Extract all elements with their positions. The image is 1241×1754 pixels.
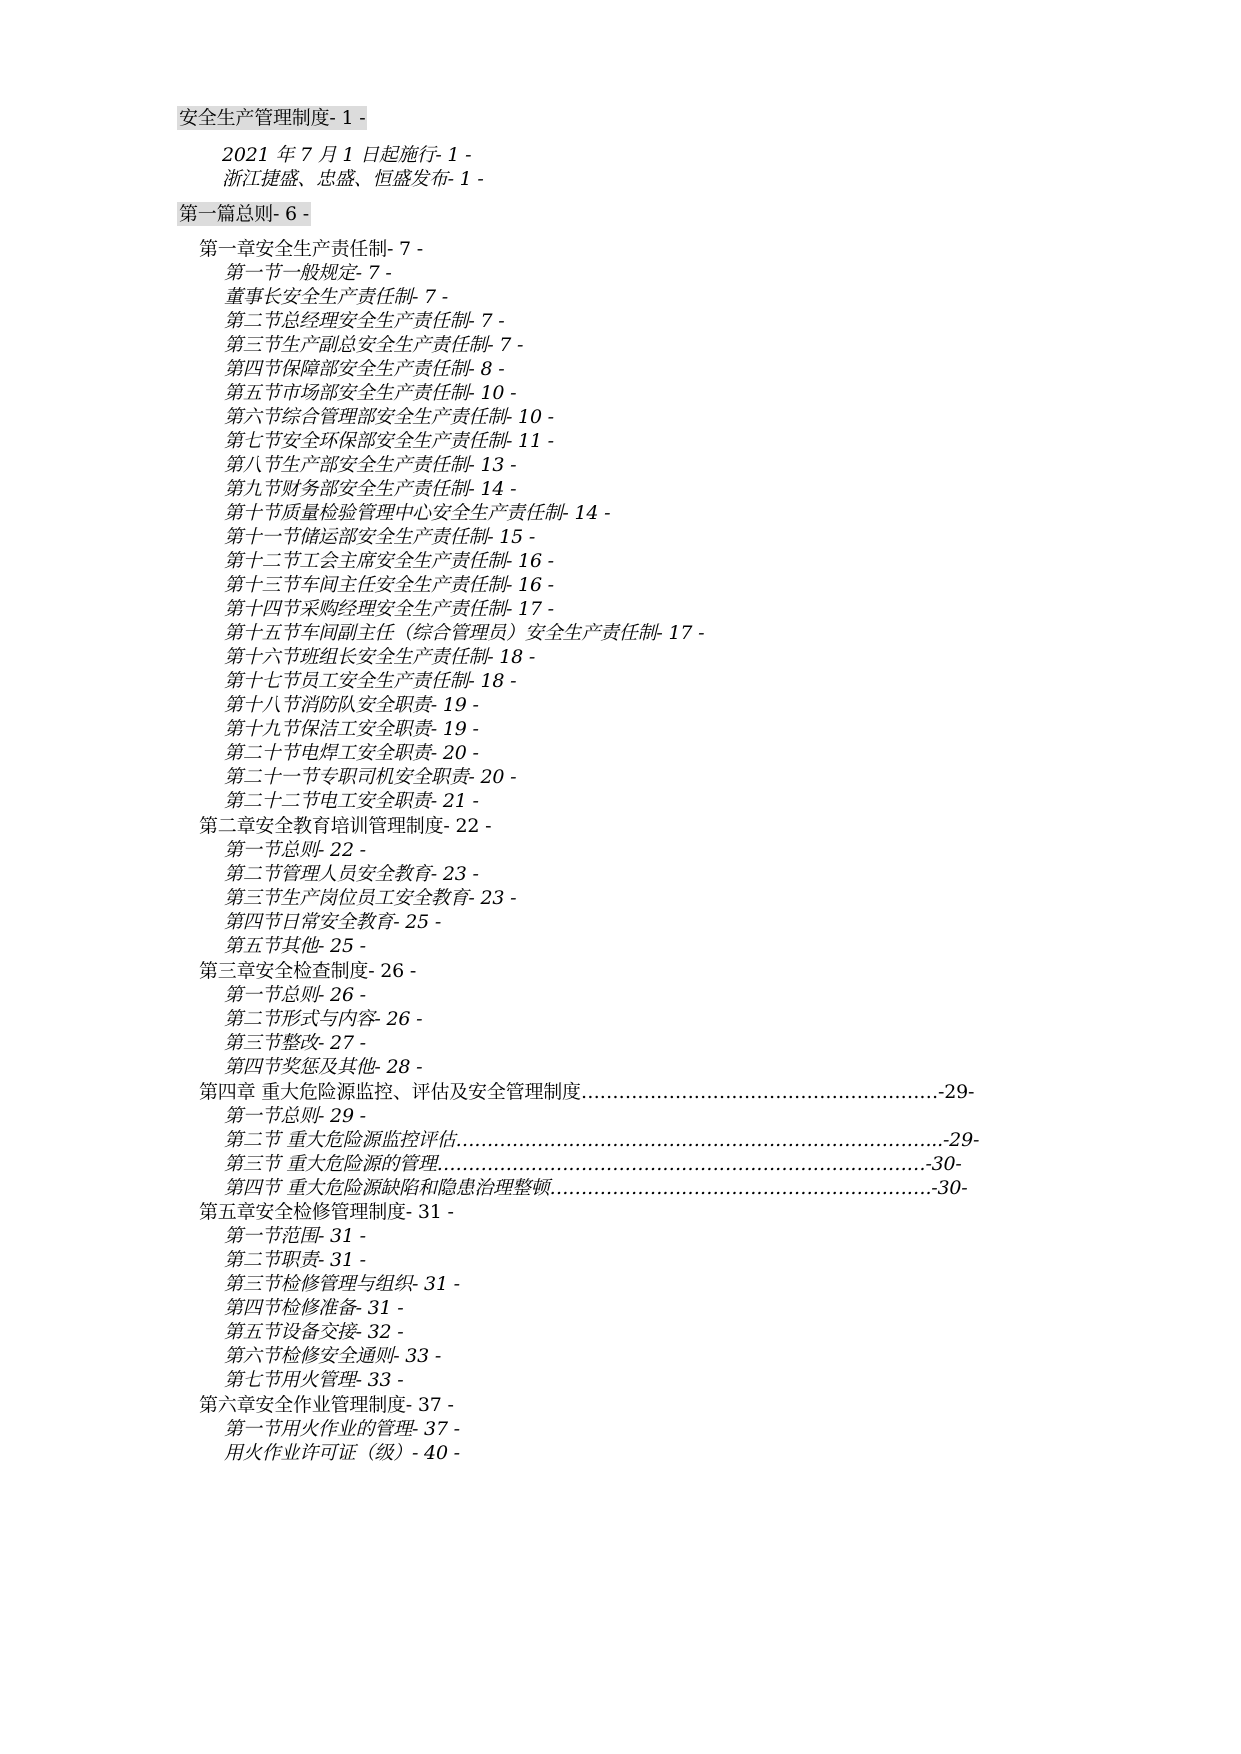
- toc-section[interactable]: 第十七节员工安全生产责任制- 18 -: [224, 670, 517, 692]
- toc-heading[interactable]: 第一篇总则- 6 -: [179, 203, 310, 225]
- toc-section[interactable]: 第十九节保洁工安全职责- 19 -: [224, 718, 479, 740]
- toc-section[interactable]: 第一节总则- 26 -: [224, 984, 366, 1006]
- toc-section[interactable]: 第七节用火管理- 33 -: [224, 1369, 404, 1391]
- toc-section[interactable]: 第二十二节电工安全职责- 21 -: [224, 790, 479, 812]
- toc-section[interactable]: 用火作业许可证（级）- 40 -: [224, 1442, 460, 1464]
- toc-section[interactable]: 第一节范围- 31 -: [224, 1225, 366, 1247]
- toc-section[interactable]: 第三节检修管理与组织- 31 -: [224, 1273, 460, 1295]
- toc-chapter[interactable]: 第五章安全检修管理制度- 31 -: [199, 1201, 454, 1223]
- toc-section[interactable]: 第八节生产部安全生产责任制- 13 -: [224, 454, 517, 476]
- toc-section[interactable]: 第六节综合管理部安全生产责任制- 10 -: [224, 406, 554, 428]
- toc-section[interactable]: 第四节日常安全教育- 25 -: [224, 911, 442, 933]
- toc-section[interactable]: 第三节生产岗位员工安全教育- 23 -: [224, 887, 517, 909]
- toc-section[interactable]: 第四节保障部安全生产责任制- 8 -: [224, 358, 505, 380]
- toc-section[interactable]: 第十八节消防队安全职责- 19 -: [224, 694, 479, 716]
- toc-section[interactable]: 第十五节车间副主任（综合管理员）安全生产责任制- 17 -: [224, 622, 705, 644]
- toc-section[interactable]: 第四节奖惩及其他- 28 -: [224, 1056, 423, 1078]
- toc-section[interactable]: 第七节安全环保部安全生产责任制- 11 -: [224, 430, 554, 452]
- toc-chapter[interactable]: 第六章安全作业管理制度- 37 -: [199, 1394, 454, 1416]
- toc-section[interactable]: 第三节 重大危险源的管理……………………………………………………………………-30-: [224, 1153, 962, 1175]
- toc-section[interactable]: 第十一节储运部安全生产责任制- 15 -: [224, 526, 536, 548]
- toc-section[interactable]: 第一节总则- 29 -: [224, 1105, 366, 1127]
- toc-section[interactable]: 第一节总则- 22 -: [224, 839, 366, 861]
- toc-section[interactable]: 第二节 重大危险源监控评估…………………………………………………………………...-29-: [224, 1129, 980, 1151]
- toc-section[interactable]: 第二节总经理安全生产责任制- 7 -: [224, 310, 505, 332]
- toc-section[interactable]: 第十二节工会主席安全生产责任制- 16 -: [224, 550, 554, 572]
- toc-section[interactable]: 第二节管理人员安全教育- 23 -: [224, 863, 479, 885]
- toc-heading[interactable]: 安全生产管理制度- 1 -: [179, 107, 366, 129]
- toc-chapter[interactable]: 第一章安全生产责任制- 7 -: [199, 238, 424, 260]
- toc-section[interactable]: 第二十节电焊工安全职责- 20 -: [224, 742, 479, 764]
- toc-chapter[interactable]: 第四章 重大危险源监控、评估及安全管理制度…………………………………………………-29-: [199, 1081, 975, 1103]
- toc-section[interactable]: 第十六节班组长安全生产责任制- 18 -: [224, 646, 536, 668]
- toc-section[interactable]: 第三节生产副总安全生产责任制- 7 -: [224, 334, 524, 356]
- toc-section[interactable]: 第三节整改- 27 -: [224, 1032, 366, 1054]
- toc-chapter[interactable]: 第二章安全教育培训管理制度- 22 -: [199, 815, 492, 837]
- toc-section[interactable]: 第一节用火作业的管理- 37 -: [224, 1418, 460, 1440]
- toc-section[interactable]: 第四节 重大危险源缺陷和隐患治理整顿…………………………………………………….-30-: [224, 1177, 968, 1199]
- toc-section[interactable]: 浙江捷盛、忠盛、恒盛发布- 1 -: [222, 168, 484, 190]
- toc-section[interactable]: 第十四节采购经理安全生产责任制- 17 -: [224, 598, 554, 620]
- toc-section[interactable]: 第五节其他- 25 -: [224, 935, 366, 957]
- toc-section[interactable]: 第十节质量检验管理中心安全生产责任制- 14 -: [224, 502, 611, 524]
- toc-section[interactable]: 第九节财务部安全生产责任制- 14 -: [224, 478, 517, 500]
- toc-section[interactable]: 第四节检修准备- 31 -: [224, 1297, 404, 1319]
- toc-section[interactable]: 第五节设备交接- 32 -: [224, 1321, 404, 1343]
- toc-section[interactable]: 董事长安全生产责任制- 7 -: [224, 286, 449, 308]
- toc-section[interactable]: 2021 年 7 月 1 日起施行- 1 -: [222, 144, 472, 166]
- toc-section[interactable]: 第六节检修安全通则- 33 -: [224, 1345, 442, 1367]
- toc-section[interactable]: 第二十一节专职司机安全职责- 20 -: [224, 766, 517, 788]
- toc-section[interactable]: 第十三节车间主任安全生产责任制- 16 -: [224, 574, 554, 596]
- toc-section[interactable]: 第一节一般规定- 7 -: [224, 262, 392, 284]
- toc-section[interactable]: 第五节市场部安全生产责任制- 10 -: [224, 382, 517, 404]
- toc-chapter[interactable]: 第三章安全检查制度- 26 -: [199, 960, 417, 982]
- toc-section[interactable]: 第二节职责- 31 -: [224, 1249, 366, 1271]
- toc-section[interactable]: 第二节形式与内容- 26 -: [224, 1008, 423, 1030]
